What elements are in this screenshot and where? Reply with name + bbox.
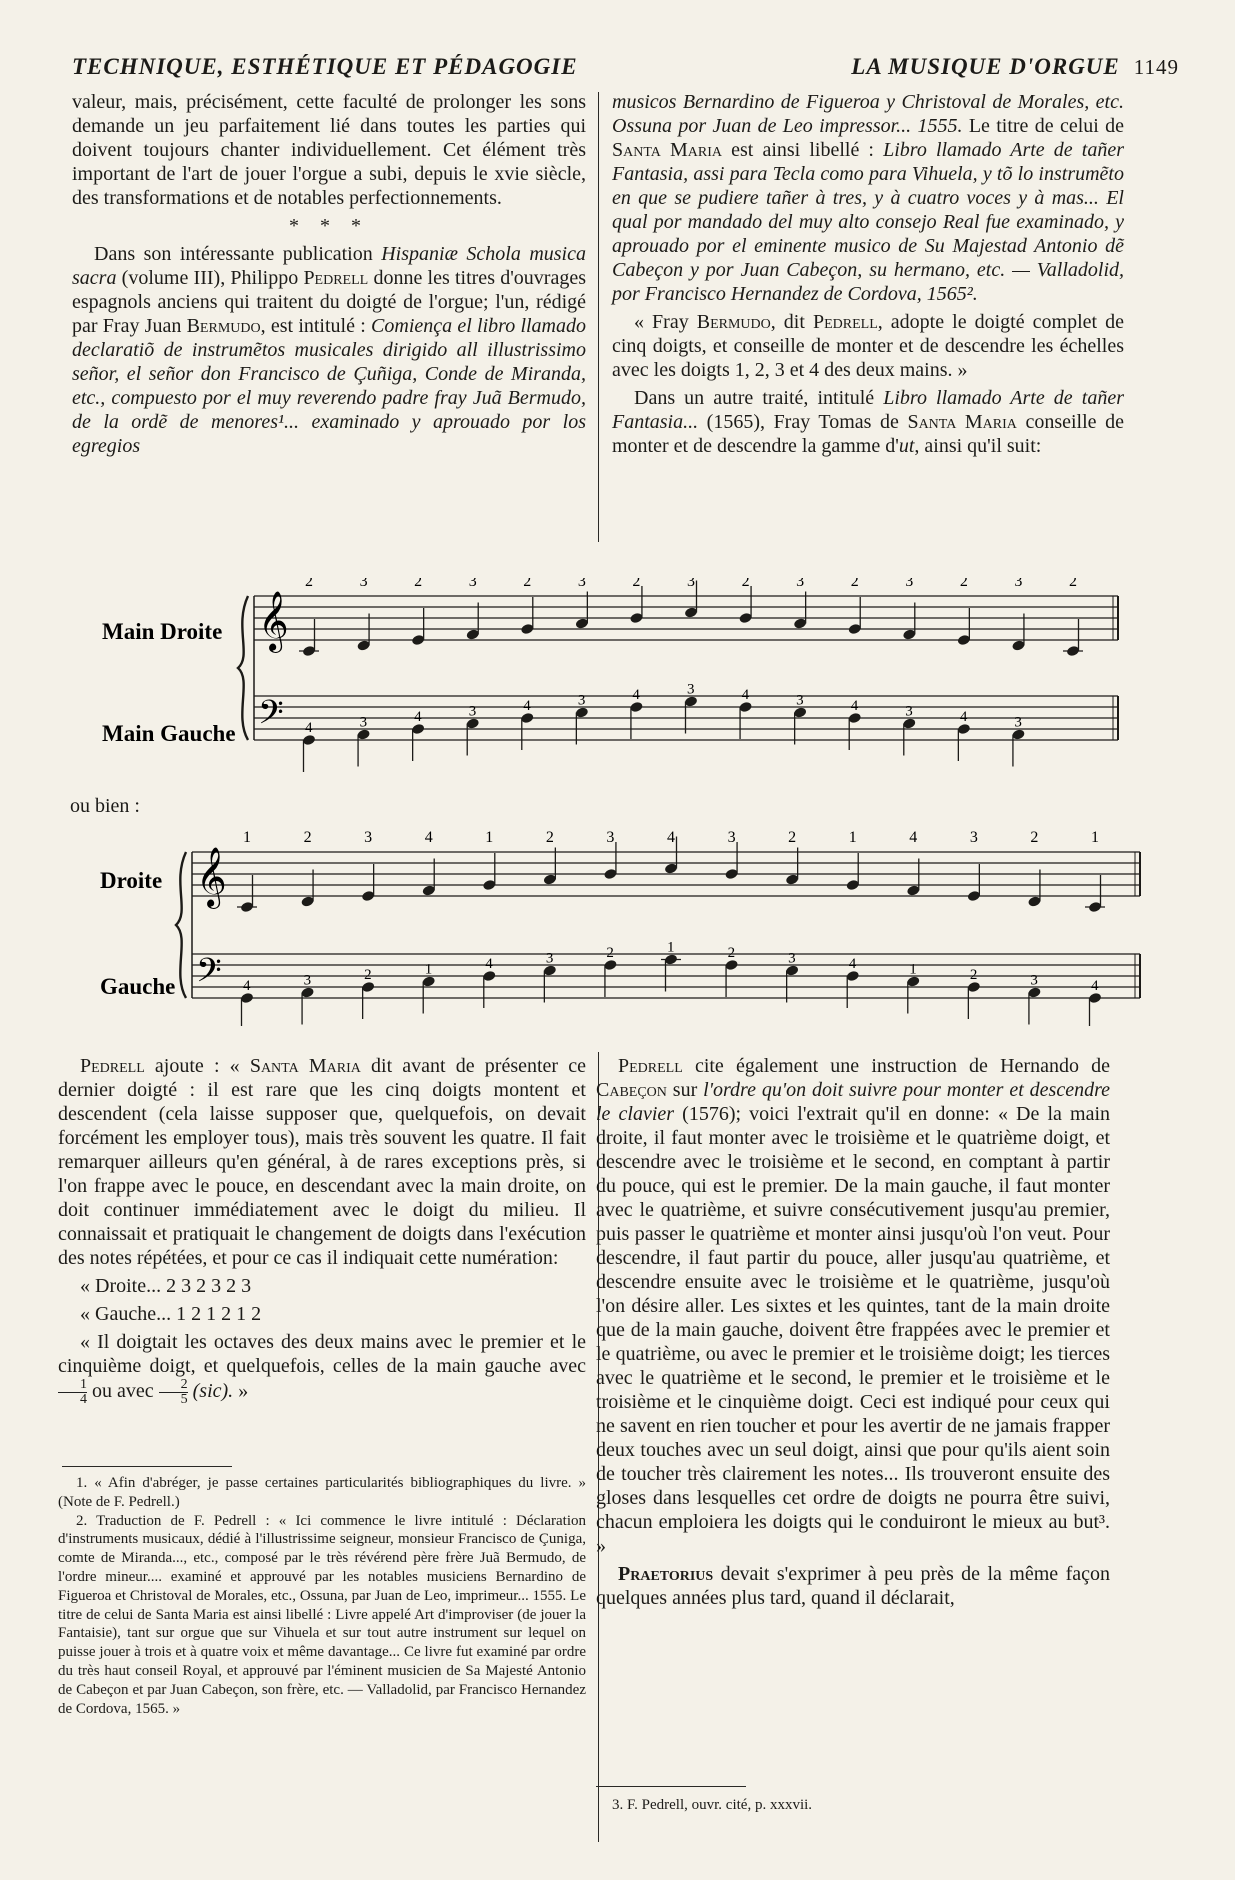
fingering-number: 3 [796,692,804,709]
fingering-number: 4 [959,709,968,725]
fingering-number: 3 [577,578,586,590]
fingering-number: 3 [905,703,913,720]
music-example-1 [60,578,1200,778]
bottom-right-column [596,1054,1110,1614]
fingering-number: 2 [523,578,532,590]
fingering-number: 3 [687,681,695,698]
bass-clef-icon: 𝄢 [258,694,284,739]
fingering-number: 4 [632,687,640,703]
ou-bien-label: ou bien : [70,795,140,817]
paragraph: « Fray Bermudo, dit Pedrell, adopte le doigté complet de cinq doigts, et conseille de monter et de descendre les échelles avec les doigts 1, 2, 3 et 4 des deux mains. » [612,311,1124,381]
fingering-number: 2 [606,945,614,961]
fingering-number: 1 [243,829,251,846]
page-number: 1149 [1133,55,1179,79]
fingering-number: 3 [359,714,368,731]
fingering-number: 2 [788,829,797,846]
music-system-1 [60,578,1200,778]
fingering-line-gauche: « Gauche... 1 2 1 2 1 2 [80,1303,262,1325]
brace [176,852,186,998]
paragraph: « Il doigtait les octaves des deux mains avec le premier et le cinquième doigt, et quelquefois, celles de la main gauche avec $\frac{1}{4}$ ou avec $\frac{2}{5}$ (sic). » [58,1331,586,1407]
fingering-number: 4 [1091,978,1099,994]
fingering-number: 3 [468,578,477,590]
footnote-1: 1. « Afin d'abréger, je passe certaines particularités bibliographiques du livre. » (Note de F. Pedrell.) [58,1475,586,1510]
treble-clef-icon: 𝄞 [258,593,289,650]
fingering-number: 1 [667,939,675,956]
staff-label-droite: Droite [100,868,163,893]
fingering-number: 4 [523,698,531,714]
fingering-number: 3 [788,950,796,967]
paragraph: Dans un autre traité, intitulé Libro llamado Arte de tañer Fantasia... (1565), Fray Tomas de Santa Maria conseille de monter et de descendre la gamme d'ut, ainsi qu'il suit: [612,387,1124,457]
fingering-number: 2 [364,967,372,983]
fingering-number: 3 [606,829,615,846]
music-system-2 [60,826,1200,1026]
fingering-number: 3 [687,578,695,590]
fingering-number: 3 [1014,714,1022,731]
footnote-2: 2. Traduction de F. Pedrell : « Ici commence le livre intitulé : Déclaration d'instruments musicaux, dédié à l'illustrissime seigneur, monsieur Francisco de Çuniga, comte de Miranda..., etc., composé par le très révérend père frère Juã Bermudo, de l'ordre mineur.... examiné et approuvé par les notables musiciens Bernardino de Figueroa et Christoval de Morales, etc., Ossuna, par Juan de Leo, imprimeur... 1555. Le titre de celui de Santa Maria est ainsi libellé : Livre appelé Art d'improviser (de jouer la Fantaisie), tant sur orgue que sur Vihuela et sur tout autre instrument sur lequel on puisse jouer à trois et à quatre voix et même davantage... Ce livre fut examiné par ordre du très haut conseil Royal, et approuvé par l'éminent musicien de Sa Majesté Antonio de Cabeçon et par Juan Cabeçon, son frère, etc. — Valladolid, par Francisco Hernandez de Cordova, 1565. » [58,1512,586,1717]
fingering-number: 3 [1030,972,1038,989]
footnotes-left [58,1474,586,1718]
footnote-rule [62,1466,232,1467]
top-left-column [72,90,586,462]
top-right-column [612,90,1124,462]
footnote-rule [596,1786,746,1787]
bass-clef-icon: 𝄢 [196,952,222,997]
running-header-right [851,54,1179,80]
fingering-number: 2 [1030,829,1039,846]
footnotes-right [612,1796,1112,1815]
fingering-number: 4 [909,829,918,846]
fingering-line-droite: « Droite... 2 3 2 3 2 3 [80,1275,252,1297]
fingering-number: 3 [796,578,805,590]
fingering-number: 4 [305,720,313,736]
fingering-number: 2 [959,578,968,590]
paragraph: Dans son intéressante publication Hispaniæ Schola musica sacra (volume III), Philippo Pedrell donne les titres d'ouvrages espagnols anciens qui traitent du doigté de l'orgue; l'un, rédigé par Fray Juan Bermudo, est intitulé : Comiença el libro llamado declaratiõ de instrumẽtos musicales dirigido all illustrissimo señor, el señor don Francisco de Çuñiga, Conde de Miranda, etc., compuesto por el muy reverendo padre fray Juã Bermudo, de la ordẽ de menores¹... examinado y aprouado por los egregios [72,243,587,457]
fingering-number: 1 [424,961,433,978]
fraction-2-5: $\frac{2}{5}$ [159,1378,188,1407]
running-header-left: TECHNIQUE, ESTHÉTIQUE ET PÉDAGOGIE [72,54,578,79]
fingering-number: 4 [848,956,857,972]
staff-treble [192,852,1140,896]
running-header-title: LA MUSIQUE D'ORGUE [851,54,1120,79]
fingering-number: 2 [545,829,554,846]
fingering-number: 3 [364,829,373,846]
fingering-number: 2 [414,578,423,590]
staff-label-gauche: Gauche [100,974,176,999]
fingering-number: 3 [577,692,586,709]
staff-treble [254,596,1118,640]
footnote-3: 3. F. Pedrell, ouvr. cité, p. xxxvii. [612,1797,813,1813]
fingering-number: 4 [424,829,433,846]
fingering-number: 3 [359,578,368,590]
fingering-number: 3 [905,578,914,590]
column-divider [598,92,599,542]
fingering-number: 3 [303,972,312,989]
fingering-number: 3 [545,950,554,967]
fingering-number: 3 [727,829,736,846]
brace [238,596,248,740]
fingering-number: 1 [485,829,494,846]
fingering-number: 4 [414,709,422,725]
fingering-number: 2 [1069,578,1077,590]
fingering-number: 2 [850,578,859,590]
paragraph: Praetorius devait s'exprimer à peu près de la même façon quelques années plus tard, quand il déclarait, [596,1563,1110,1609]
fingering-number: 3 [468,703,477,720]
fingering-number: 2 [741,578,750,590]
fingering-number: 2 [632,578,641,590]
paragraph: musicos Bernardino de Figueroa y Christoval de Morales, etc. Ossuna por Juan de Leo impressor... 1555. Le titre de celui de Santa Maria est ainsi libellé : Libro llamado Arte de tañer Fantasia, assi para Tecla como para Vihuela, y tõ lo instrumẽto en que se pudiere tañer à tres, y à cuatro voces y à mas... El qual por mandado del muy alto consejo Real fue examinado, y aprouado por el eminente musico de Su Majestad Antonio dẽ Cabeçon y por Juan Cabeçon, su hermano, etc. — Valladolid, por Francisco Hernandez de Cordova, 1565². [612,91,1125,305]
fingering-number: 4 [850,698,859,714]
staff-label-main-gauche: Main Gauche [102,721,236,746]
fraction-1-4: $\frac{1}{4}$ [58,1378,87,1407]
paragraph: Pedrell cite également une instruction de Hernando de Cabeçon sur l'ordre qu'on doit suivre pour monter et descendre le clavier (1576); voici l'extrait qu'il en donne: « De la main droite, il faut monter avec le troisième et le quatrième doigt, et descendre avec le troisième et le second, en comptant à partir du pouce, qui est le premier. De la main gauche, il faut monter avec le quatrième, et suivre consécutivement jusqu'au premier, puis passer le quatrième et monter ainsi jusqu'où l'on veut. Pour descendre, il faut partir du pouce, aller jusqu'au quatrième, et descendre ensuite avec le troisième et le quatrième, jusqu'où l'on désire aller. Les sixtes et les quintes, tant de la main droite que de la main gauche, doivent être frappées avec le premier et le quatrième, ou avec le premier et le troisième doigt; les tierces avec le quatrième et le second, le premier et le troisième et le troisième et le cinquième doigt. Ceci est indiqué pour ceux qui ne savent en rien toucher et pour les avertir de ne jamais frapper deux touches avec un seul doigt, ainsi que pour qu'ils aient soin de toucher très clairement les notes... Ils trouveront ensuite des gloses dans lesquelles cet ordre de doigts ne pourra être suivi, chacun emploiera les doigts qui le conduiront le mieux au but³. » [596,1055,1110,1557]
paragraph: valeur, mais, précisément, cette faculté de prolonger les sons demande un jeu parfaitement lié dans toutes les parties qui doivent toujours chanter individuellement. Cet élément très important de l'art de jouer l'orgue a subi, depuis le xvie siècle, des transformations et de notables perfectionnements. [72,91,586,209]
section-separator: * * * [289,215,369,237]
fingering-number: 1 [909,961,917,978]
treble-clef-icon: 𝄞 [196,849,227,906]
music-example-2 [60,826,1200,1026]
fingering-number: 2 [305,578,313,590]
paragraph: Pedrell ajoute : « Santa Maria dit avant de présenter ce dernier doigté : il est rare que les cinq doigts montent et descendent (cela laisse supposer que, quelquefois, on devait forcément les employer tous), mais très souvent les quatre. Il fait remarquer ailleurs qu'en général, à de rares exceptions près, si l'on frappe avec le pouce, en descendant avec la main droite, on doit continuer immédiatement avec le doigt du milieu. Il connaissait et pratiquait le changement de doigts dans l'exécution des notes répétées, et pour ce cas il indiquait cette numération: [58,1055,586,1269]
fingering-number: 4 [485,956,493,972]
fingering-number: 1 [1091,829,1099,846]
fingering-number: 1 [848,829,857,846]
fingering-number: 3 [1014,578,1023,590]
fingering-number: 2 [969,967,978,983]
fingering-number: 4 [741,687,750,703]
fingering-number: 2 [727,945,736,961]
fingering-number: 3 [969,829,978,846]
fingering-number: 4 [243,978,251,994]
fingering-number: 2 [303,829,312,846]
staff-label-main-droite: Main Droite [102,619,223,644]
fingering-number: 4 [667,829,675,846]
bottom-left-column [58,1054,586,1411]
